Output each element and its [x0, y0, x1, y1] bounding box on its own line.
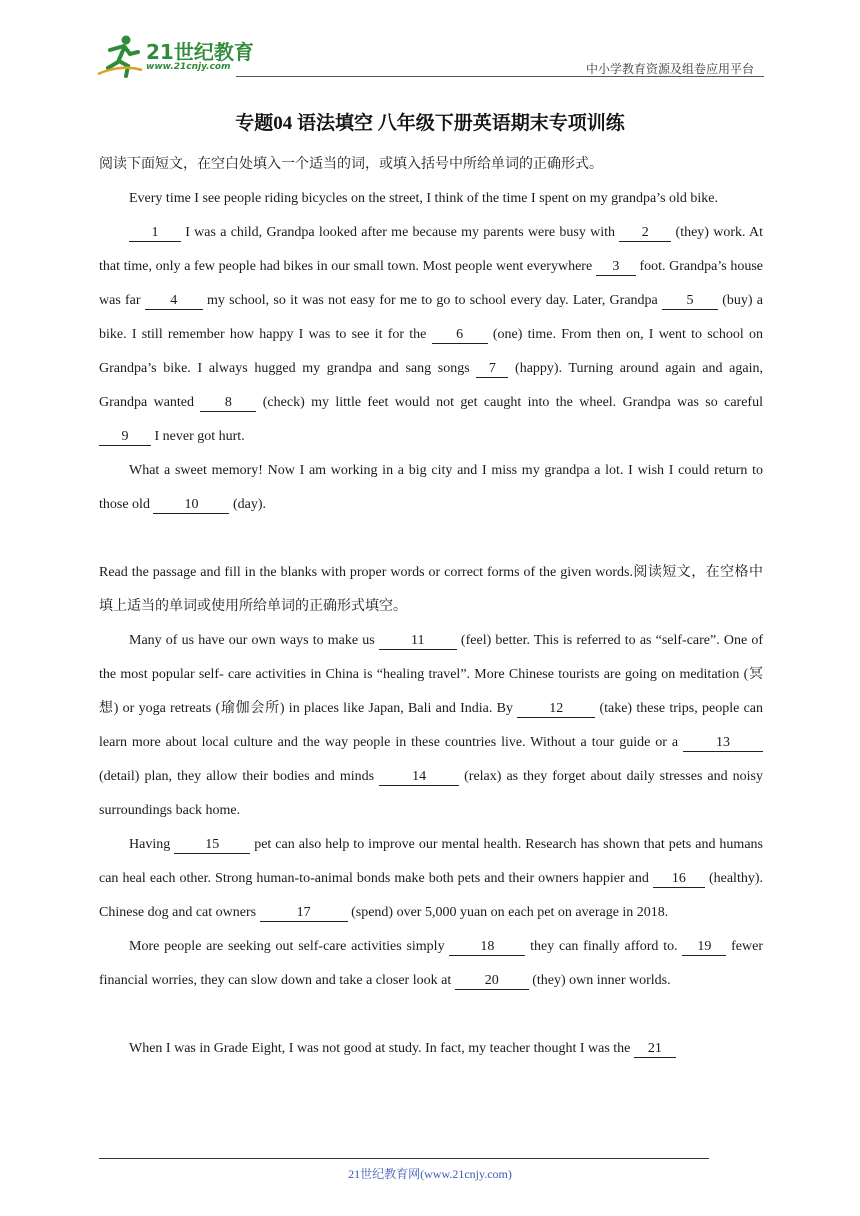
blank-15[interactable]: 15 — [174, 837, 250, 854]
blank-4[interactable]: 4 — [145, 293, 203, 310]
blank-20[interactable]: 20 — [455, 973, 529, 990]
blank-11[interactable]: 11 — [379, 633, 457, 650]
blank-18[interactable]: 18 — [449, 939, 525, 956]
passage1-instruction: 阅读下面短文，在空白处填入一个适当的词，或填入括号中所给单词的正确形式。 — [99, 157, 603, 172]
blank-3[interactable]: 3 — [596, 259, 636, 276]
blank-9[interactable]: 9 — [99, 429, 151, 446]
blank-10[interactable]: 10 — [153, 497, 229, 514]
blank-1[interactable]: 1 — [129, 225, 181, 242]
logo-url: www.21cnjy.com — [146, 62, 231, 72]
blank-13[interactable]: 13 — [683, 735, 763, 752]
blank-6[interactable]: 6 — [432, 327, 488, 344]
blank-8[interactable]: 8 — [200, 395, 256, 412]
page-footer[interactable]: 21世纪教育网(www.21cnjy.com) — [348, 1167, 512, 1181]
passage2-paragraph-3: More people are seeking out self-care activities simply 18 they can finally afford to. 19 fewer financial worries, they can slow down and take a closer look at 20 (they) own inner worlds. — [99, 939, 763, 988]
passage2-paragraph-1: Many of us have our own ways to make us 11 (feel) better. This is referred to as “self-care”. One of the most popular self- care activities in China is “healing travel”. More Chinese tourists are going on meditation (冥想) or yoga retreats (瑜伽会所) in places like Japan, Bali and India. By 12 (take) these trips, people can learn more about local culture and the way people in these countries live. Without a tour guide or a 13 (detail) plan, they allow their bodies and minds 14 (relax) as they forget about daily stresses and noisy surroundings back home. — [99, 633, 763, 818]
logo — [96, 34, 266, 78]
blank-21[interactable]: 21 — [634, 1041, 676, 1058]
passage2-paragraph-2: Having 15 pet can also help to improve our mental health. Research has shown that pets and humans can heal each other. Strong human-to-animal bonds make both pets and their owners happier and 16 (healthy). Chinese dog and cat owners 17 (spend) over 5,000 yuan on each pet on average in 2018. — [99, 837, 763, 920]
passage1-paragraph-2: 1 I was a child, Grandpa looked after me because my parents were busy with 2 (they) work. At that time, only a few people had bikes in our small town. Most people went everywhere 3 foot. Grandpa’s house was far 4 my school, so it was not easy for me to go to school every day. Later, Grandpa 5 (buy) a bike. I still remember how happy I was to see it for the 6 (one) time. From then on, I went to school on Grandpa’s bike. I always hugged my grandpa and sang songs 7 (happy). Turning around again and again, Grandpa wanted 8 (check) my little feet would not get caught into the wheel. Grandpa was so careful 9 I never got hurt. — [99, 225, 764, 444]
passage2-instruction: Read the passage and fill in the blanks with proper words or correct forms of the given words.阅读短文，在空格中填上适当的单词或使用所给单词的正确形式填空。 — [99, 565, 763, 614]
footer-divider — [99, 1158, 709, 1159]
blank-14[interactable]: 14 — [379, 769, 459, 786]
blank-2[interactable]: 2 — [619, 225, 671, 242]
platform-name: 中小学教育资源及组卷应用平台 — [585, 62, 754, 76]
page-header — [96, 30, 764, 78]
runner-logo-icon — [96, 34, 144, 78]
page-title: 专题04 语法填空 八年级下册英语期末专项训练 — [235, 113, 625, 134]
document-body — [99, 148, 763, 1066]
passage1-paragraph-3: What a sweet memory! Now I am working in a big city and I miss my grandpa a lot. I wish I could return to those old 10 (day). — [99, 463, 763, 512]
blank-7[interactable]: 7 — [476, 361, 508, 378]
blank-19[interactable]: 19 — [682, 939, 726, 956]
passage1-paragraph-1: Every time I see people riding bicycles on the street, I think of the time I spent on my grandpa’s old bike. — [129, 191, 719, 206]
blank-5[interactable]: 5 — [662, 293, 718, 310]
logo-text: 21世纪教育 — [146, 40, 254, 64]
blank-16[interactable]: 16 — [653, 871, 705, 888]
passage3-paragraph-1: When I was in Grade Eight, I was not good at study. In fact, my teacher thought I was the 21 — [99, 1032, 763, 1066]
blank-17[interactable]: 17 — [260, 905, 348, 922]
header-divider — [236, 76, 764, 77]
blank-12[interactable]: 12 — [517, 701, 595, 718]
